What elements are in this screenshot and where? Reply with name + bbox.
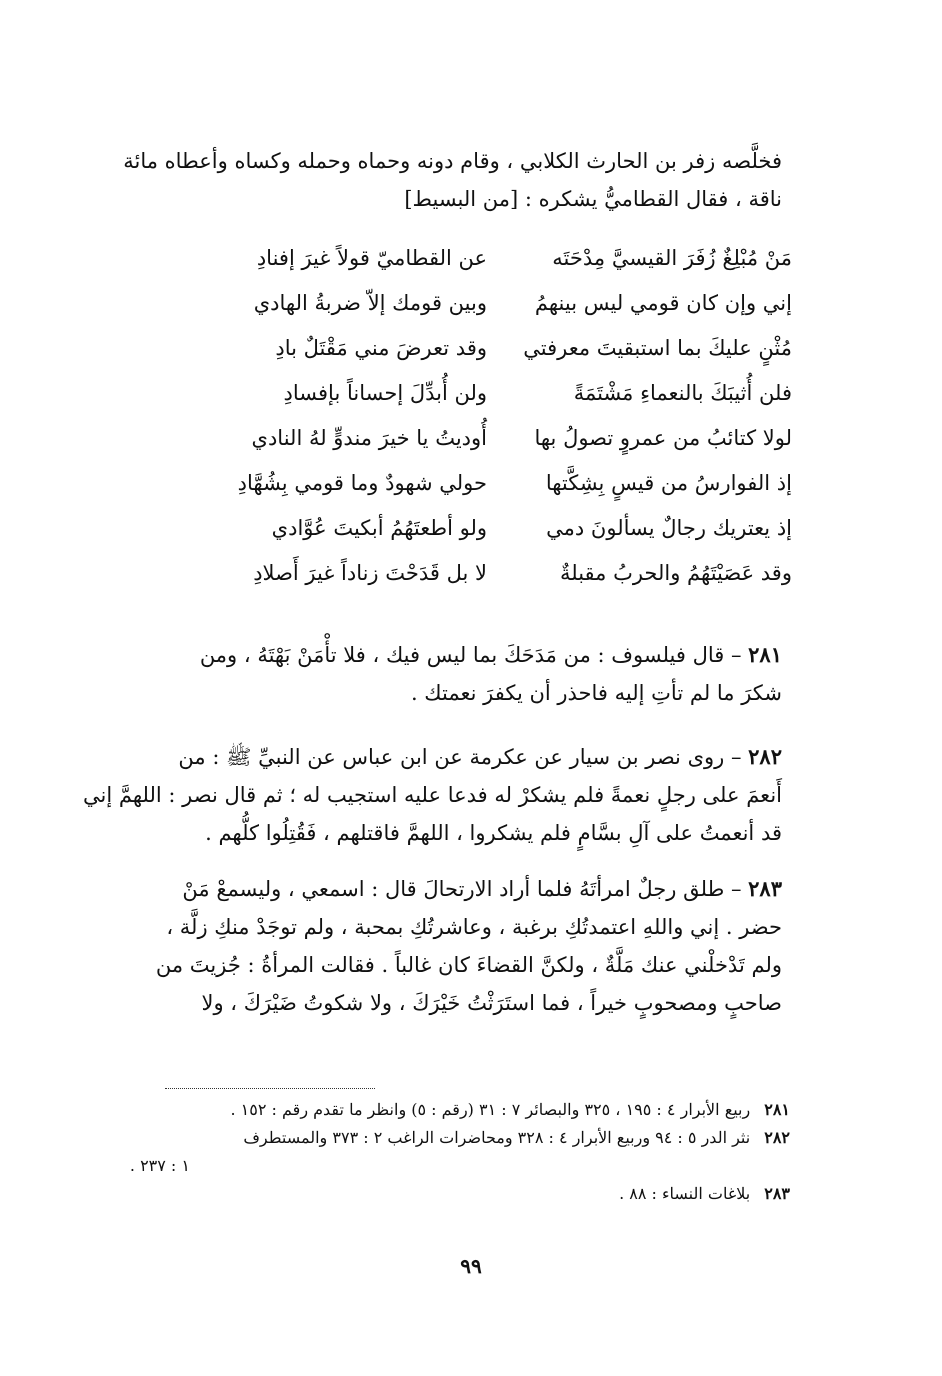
verse-row bbox=[170, 561, 792, 606]
entry-text: – قال فيلسوف : من مَدَحَكَ بما ليس فيك ، فلا تأْمَنْ بَهْتَهُ ، ومن bbox=[199, 643, 742, 667]
verse-second-hemistich: وقد تعرضَ مني مَقْتَلٌ بادِ bbox=[275, 336, 487, 360]
verse-second-hemistich: ولو أطعتَهُمُ أبكيتَ عُوَّادي bbox=[271, 516, 487, 540]
footnotes bbox=[129, 1096, 790, 1208]
verse-second-hemistich: لا بل قَدَحْتَ زناداً غيرَ أَصلادِ bbox=[253, 561, 487, 585]
footnote-number: ٢٨٢ bbox=[764, 1128, 790, 1147]
footnote-separator bbox=[165, 1088, 375, 1089]
verse-row bbox=[170, 381, 792, 426]
paragraph-283 bbox=[155, 870, 782, 1022]
verse-row bbox=[170, 291, 792, 336]
paragraph-282 bbox=[83, 738, 782, 852]
footnote-number: ٢٨١ bbox=[764, 1100, 790, 1119]
verse-second-hemistich: حولي شهودٌ وما قومي بِشُهَّادِ bbox=[237, 471, 487, 495]
verse-first-hemistich: فلن أُثيبَكَ بالنعماءِ مَشْتَمَةً bbox=[573, 381, 792, 405]
verse-first-hemistich: إني وإن كان قومي ليس بينهمُ bbox=[534, 291, 792, 315]
paragraph-line: أَنعمَ على رجلٍ نعمةً فلم يشكرْ له فدعا عليه استجيب له ؛ ثم قال نصر : اللهمَّ إني bbox=[83, 783, 782, 807]
footnote-number: ٢٨٣ bbox=[764, 1184, 790, 1203]
footnote-text: ربيع الأبرار ٤ : ١٩٥ ، ٣٢٥ والبصائر ٧ : ٣١ (رقم : ٥) وانظر ما تقدم رقم : ١٥٢ . bbox=[230, 1100, 751, 1119]
footnote-text: نثر الدر ٥ : ٩٤ وربيع الأبرار ٤ : ٣٢٨ ومحاضرات الراغب ٢ : ٣٧٣ والمستطرف bbox=[243, 1128, 751, 1147]
footnote-continuation: ١ : ٢٣٧ . bbox=[129, 1156, 190, 1175]
verse-row bbox=[170, 516, 792, 561]
paragraph-line: حضر . إني واللهِ اعتمدتُكِ برغبة ، وعاشرتُكِ بمحبة ، ولم توجَدْ منكِ زلَّة ، bbox=[166, 915, 782, 939]
paragraph-line: صاحبٍ ومصحوبٍ خيراً ، فما استَرَثْتُ خَيْرَكَ ، ولا شكوتُ ضَيْرَكَ ، ولا bbox=[201, 991, 782, 1015]
verse-row bbox=[170, 426, 792, 471]
entry-number: ٢٨٣ bbox=[748, 876, 782, 901]
paragraph-line: شكرَ ما لم تأتِ إليه فاحذر أن يكفرَ نعمتك . bbox=[410, 681, 782, 705]
page-number: ٩٩ bbox=[460, 1254, 482, 1278]
paragraph-line: ولم تَدْخلْني عنك مَلَّةٌ ، ولكنَّ القضاءَ كان غالباً . فقالت المرأةُ : جُزيتَ من bbox=[155, 953, 782, 977]
verse-row bbox=[170, 336, 792, 381]
verse-row bbox=[170, 471, 792, 516]
entry-text: – روى نصر بن سيار عن عكرمة عن ابن عباس عن النبيِّ ﷺ : من bbox=[178, 745, 742, 769]
paragraph-line bbox=[160, 870, 782, 908]
poem bbox=[170, 246, 792, 606]
verse-first-hemistich: إذ يعتريك رجالٌ يسألونَ دمي bbox=[546, 516, 792, 540]
intro-line: فخلَّصه زفر بن الحارث الكلابي ، وقام دونه وحماه وحمله وكساه وأعطاه مائة bbox=[123, 149, 782, 173]
footnote bbox=[170, 1180, 790, 1208]
paragraph-line: قد أنعمتُ على آلِ بسَّامٍ فلم يشكروا ، اللهمَّ فاقتلهم ، فَقُتِلُوا كلُّهم . bbox=[205, 821, 782, 845]
verse-first-hemistich: مُثْنٍ عليكَ بما استبقيتَ معرفتي bbox=[523, 336, 792, 360]
verse-first-hemistich: وقد عَصَيْتَهُمُ والحربُ مقبلةٌ bbox=[559, 561, 792, 585]
footnote bbox=[170, 1124, 790, 1152]
verse-second-hemistich: أُوديتُ يا خيرَ مندوٍّ لهُ النادي bbox=[251, 426, 487, 450]
paragraph-line bbox=[160, 738, 782, 776]
verse-second-hemistich: ولن أُبدِّلَ إحساناً بإفسادِ bbox=[283, 381, 487, 405]
entry-number: ٢٨٢ bbox=[748, 744, 782, 769]
verse-first-hemistich: إذ الفوارسُ من قيسٍ بِشِكَّتها bbox=[545, 471, 792, 495]
verse-first-hemistich: لولا كتائبُ من عمروٍ تصولُ بها bbox=[534, 426, 792, 450]
verse-second-hemistich: عن القطاميّ قولاً غيرَ إفنادِ bbox=[256, 246, 487, 270]
entry-text: – طلق رجلٌ امرأتَهُ فلما أراد الارتحالَ قال : اسمعي ، وليسمعْ مَنْ bbox=[182, 877, 742, 901]
verse-second-hemistich: وبين قومك إلاّ ضربةُ الهادي bbox=[253, 291, 487, 315]
paragraph-line bbox=[160, 636, 782, 674]
verse-first-hemistich: مَنْ مُبْلِغٌ زُفَرَ القيسيَّ مِدْحَتَه bbox=[552, 246, 792, 270]
footnote bbox=[170, 1096, 790, 1124]
paragraph-281 bbox=[160, 636, 782, 712]
footnote-text: بلاغات النساء : ٨٨ . bbox=[619, 1184, 751, 1203]
entry-number: ٢٨١ bbox=[748, 642, 782, 667]
intro-paragraph bbox=[123, 142, 782, 218]
intro-line: ناقة ، فقال القطاميُّ يشكره : [من البسيط] bbox=[404, 187, 782, 211]
verse-row bbox=[170, 246, 792, 291]
